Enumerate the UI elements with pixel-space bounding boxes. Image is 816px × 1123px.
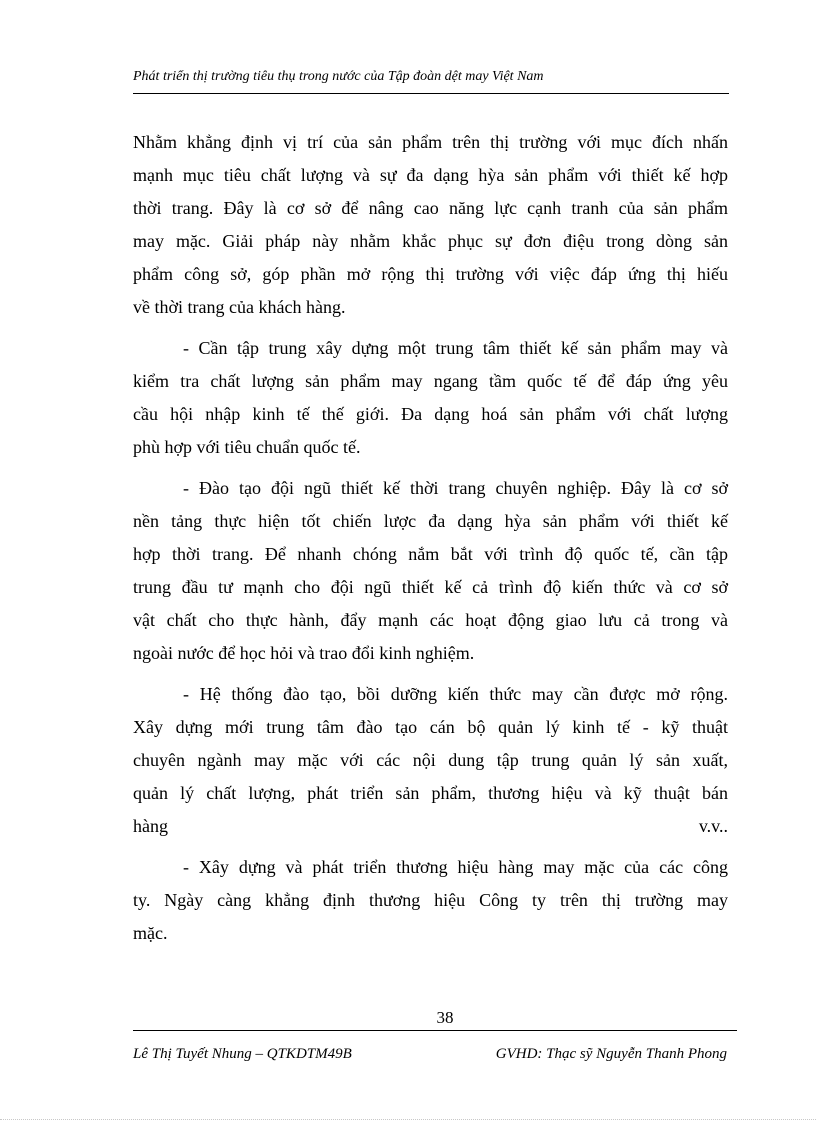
- text-line: mạnh mục tiêu chất lượng và sự đa dạng hỳa sản phẩm với thiết kế hợp: [133, 165, 728, 185]
- header-title: Phát triển thị trường tiêu thụ trong nước của Tập đoàn dệt may Việt Nam: [133, 69, 544, 84]
- text-line: phù hợp với tiêu chuẩn quốc tế.: [133, 437, 361, 457]
- text-line: Xây dựng mới trung tâm đào tạo cán bộ quản lý kinh tế - kỹ thuật: [133, 717, 728, 737]
- split-line-right: v.v..: [698, 816, 728, 836]
- page-footer: [133, 1008, 737, 1064]
- split-line-left: hàng: [133, 816, 168, 836]
- text-line: vật chất cho thực hành, đẩy mạnh các hoạt động giao lưu cả trong và: [133, 610, 728, 630]
- paragraph-3: [133, 472, 728, 670]
- text-line: - Đào tạo đội ngũ thiết kế thời trang chuyên nghiệp. Đây là cơ sở: [183, 478, 728, 498]
- text-line: thời trang. Đây là cơ sở để nâng cao năng lực cạnh tranh của sản phẩm: [133, 198, 728, 218]
- footer-author: Lê Thị Tuyết Nhung – QTKDTM49B: [133, 1046, 352, 1062]
- paragraph-2: [133, 332, 728, 464]
- text-line: [133, 810, 728, 843]
- text-line: - Xây dựng và phát triển thương hiệu hàng may mặc của các công: [183, 857, 728, 877]
- text-line: - Hệ thống đào tạo, bồi dưỡng kiến thức may cần được mở rộng.: [183, 684, 728, 704]
- text-line: mặc.: [133, 923, 168, 943]
- text-line: kiểm tra chất lượng sản phẩm may ngang tầm quốc tế để đáp ứng yêu: [133, 371, 728, 391]
- text-line: cầu hội nhập kinh tế thế giới. Đa dạng hoá sản phẩm với chất lượng: [133, 404, 728, 424]
- text-line: Nhằm khẳng định vị trí của sản phẩm trên thị trường với mục đích nhấn: [133, 132, 728, 152]
- text-line: chuyên ngành may mặc với các nội dung tập trung quản lý sản xuất,: [133, 750, 728, 770]
- page-bottom-border: [0, 1119, 816, 1120]
- text-line: may mặc. Giải pháp này nhằm khắc phục sự đơn điệu trong dòng sản: [133, 231, 728, 251]
- text-line: hợp thời trang. Để nhanh chóng nắm bắt với trình độ quốc tế, cần tập: [133, 544, 728, 564]
- text-line: phẩm công sở, góp phần mở rộng thị trường với việc đáp ứng thị hiếu: [133, 264, 728, 284]
- footer-divider: [133, 1030, 737, 1031]
- text-line: ngoài nước để học hỏi và trao đổi kinh nghiệm.: [133, 643, 475, 663]
- text-line: về thời trang của khách hàng.: [133, 297, 346, 317]
- text-line: ty. Ngày càng khẳng định thương hiệu Công ty trên thị trường may: [133, 890, 728, 910]
- footer-credits: [133, 1044, 737, 1064]
- footer-advisor: GVHD: Thạc sỹ Nguyễn Thanh Phong: [495, 1046, 727, 1062]
- text-line: quản lý chất lượng, phát triển sản phẩm, thương hiệu và kỹ thuật bán: [133, 783, 728, 803]
- text-line: trung đầu tư mạnh cho đội ngũ thiết kế cả trình độ kiến thức và cơ sở: [133, 577, 728, 597]
- page-number: 38: [436, 1008, 454, 1027]
- paragraph-1: [133, 126, 728, 324]
- running-header: [133, 68, 729, 94]
- paragraph-5: [133, 851, 728, 950]
- text-line: nền tảng thực hiện tốt chiến lược đa dạng hỳa sản phẩm với thiết kế: [133, 511, 728, 531]
- paragraph-4: [133, 678, 728, 843]
- document-body: [133, 126, 728, 958]
- text-line: - Cần tập trung xây dựng một trung tâm thiết kế sản phẩm may và: [183, 338, 728, 358]
